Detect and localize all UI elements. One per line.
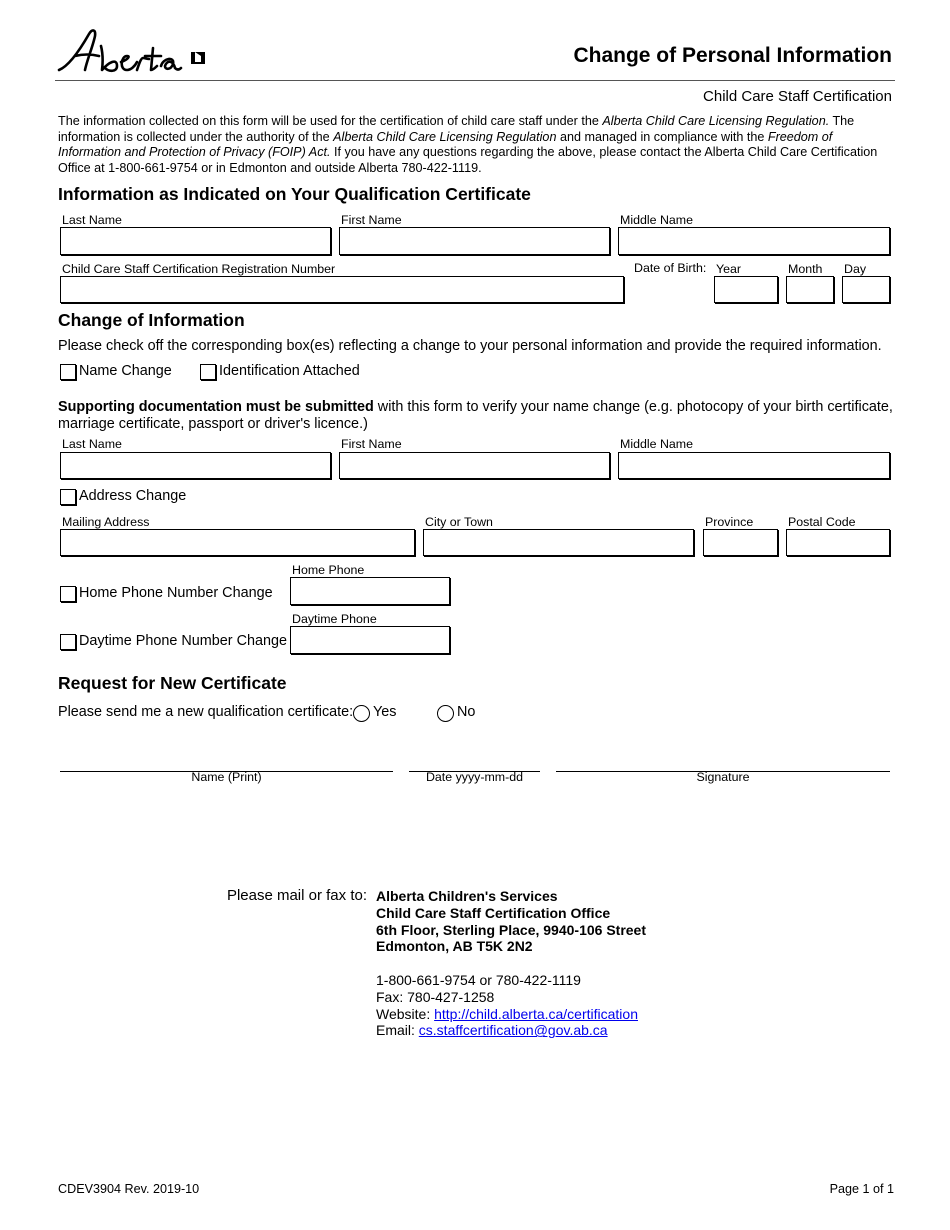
header-rule (55, 80, 895, 81)
request-yes-radio[interactable] (353, 705, 370, 722)
home-phone-label: Home Phone (292, 563, 365, 577)
request-heading: Request for New Certificate (58, 673, 287, 693)
form-title: Change of Personal Information (573, 44, 892, 67)
email-line (376, 1022, 646, 1039)
registration-number-input[interactable] (60, 276, 624, 303)
supporting-docs-bold: Supporting documentation must be submitted (58, 399, 374, 415)
qualification-heading: Information as Indicated on Your Qualification Certificate (58, 184, 531, 204)
office-name: Child Care Staff Certification Office (376, 904, 611, 921)
form-subtitle: Child Care Staff Certification (703, 88, 892, 105)
change-instructions: Please check off the corresponding box(es) reflecting a change to your personal information and provide the required information. (58, 338, 882, 354)
dob-year-input[interactable] (714, 276, 778, 303)
name-print-label: Name (Print) (191, 770, 262, 784)
street-address: 6th Floor, Sterling Place, 9940-106 Street (376, 921, 646, 938)
dob-year-label: Year (716, 262, 742, 276)
address-change-label: Address Change (79, 488, 187, 504)
daytime-phone-input[interactable] (290, 626, 450, 654)
dob-month-label: Month (788, 262, 823, 276)
province-input[interactable] (703, 529, 778, 556)
first-name-label: First Name (341, 213, 402, 227)
daytime-phone-label: Daytime Phone (292, 612, 377, 626)
mailing-address-input[interactable] (60, 529, 415, 556)
website-label: Website: (376, 1005, 435, 1022)
intro-text-4: If you have any questions regarding the above, please contact the Alberta Child Care Certification Office at 1-800-661-9754 or in Edmonton and outside Alberta 780-422-1119. (58, 145, 878, 175)
dob-day-input[interactable] (842, 276, 890, 303)
intro-text-2: The information is collected under the authority of the (58, 114, 855, 144)
new-middle-name-input[interactable] (618, 452, 890, 479)
request-yes-label: Yes (373, 704, 397, 720)
signature-label: Signature (696, 770, 750, 784)
postal-code-label: Postal Code (788, 515, 856, 529)
new-last-name-label: Last Name (62, 437, 122, 451)
new-first-name-label: First Name (341, 437, 402, 451)
request-question: Please send me a new qualification certificate: (58, 704, 354, 720)
address-change-checkbox[interactable] (60, 489, 76, 505)
contact-phone: 1-800-661-9754 or 780-422-1119 (376, 971, 581, 988)
supporting-docs-text: with this form to verify your name change (e.g. photocopy of your birth certificate, marriage certificate, passport or driver's licence.) (58, 399, 893, 432)
request-no-radio[interactable] (437, 705, 454, 722)
city-postal: Edmonton, AB T5K 2N2 (376, 938, 533, 955)
cert-middle-name-input[interactable] (618, 227, 890, 255)
home-phone-change-checkbox[interactable] (60, 586, 76, 602)
daytime-phone-change-label: Daytime Phone Number Change (79, 633, 287, 649)
intro-text-1: The information collected on this form will be used for the certification of child care staff under the (58, 114, 603, 128)
city-label: City or Town (425, 515, 493, 529)
home-phone-input[interactable] (290, 577, 450, 605)
website-line (376, 1006, 646, 1023)
mail-fax-label: Please mail or fax to: (226, 887, 367, 904)
new-first-name-input[interactable] (339, 452, 610, 479)
new-last-name-input[interactable] (60, 452, 331, 479)
website-link[interactable]: http://child.alberta.ca/certification (434, 1005, 638, 1022)
mailing-address-block (376, 888, 646, 1039)
form-id: CDEV3904 Rev. 2019-10 (58, 1182, 200, 1196)
postal-code-input[interactable] (786, 529, 890, 556)
intro-italic-3: Freedom of Information and Protection of Privacy (FOIP) Act. (58, 129, 833, 159)
registration-number-label: Child Care Staff Certification Registration Number (62, 262, 336, 276)
page-number: Page 1 of 1 (829, 1182, 894, 1196)
new-middle-name-label: Middle Name (620, 437, 693, 451)
request-no-label: No (457, 704, 476, 720)
name-change-label: Name Change (79, 363, 172, 379)
home-phone-change-label: Home Phone Number Change (79, 585, 273, 601)
supporting-docs-note (58, 399, 898, 432)
intro-italic-2: Alberta Child Care Licensing Regulation (333, 129, 557, 144)
date-label: Date yyyy-mm-dd (425, 770, 524, 784)
change-heading: Change of Information (58, 310, 245, 330)
dob-day-label: Day (844, 262, 867, 276)
alberta-logo (55, 26, 215, 76)
id-attached-label: Identification Attached (219, 363, 360, 379)
cert-last-name-input[interactable] (60, 227, 331, 255)
org-name: Alberta Children's Services (376, 888, 558, 904)
daytime-phone-change-checkbox[interactable] (60, 634, 76, 650)
name-change-checkbox[interactable] (60, 364, 76, 380)
city-input[interactable] (423, 529, 694, 556)
email-label: Email: (376, 1022, 419, 1039)
intro-italic-1: Alberta Child Care Licensing Regulation. (602, 114, 830, 128)
dob-month-input[interactable] (786, 276, 834, 303)
cert-first-name-input[interactable] (339, 227, 610, 255)
last-name-label: Last Name (62, 213, 122, 227)
dob-label: Date of Birth: (634, 261, 707, 275)
id-attached-checkbox[interactable] (200, 364, 216, 380)
email-link[interactable]: cs.staffcertification@gov.ab.ca (418, 1022, 608, 1039)
intro-paragraph (58, 114, 898, 176)
mailing-address-label: Mailing Address (62, 515, 150, 529)
intro-text-3: and managed in compliance with the (556, 129, 768, 144)
province-label: Province (705, 515, 754, 529)
middle-name-label: Middle Name (620, 213, 693, 227)
contact-fax: Fax: 780-427-1258 (376, 988, 495, 1005)
